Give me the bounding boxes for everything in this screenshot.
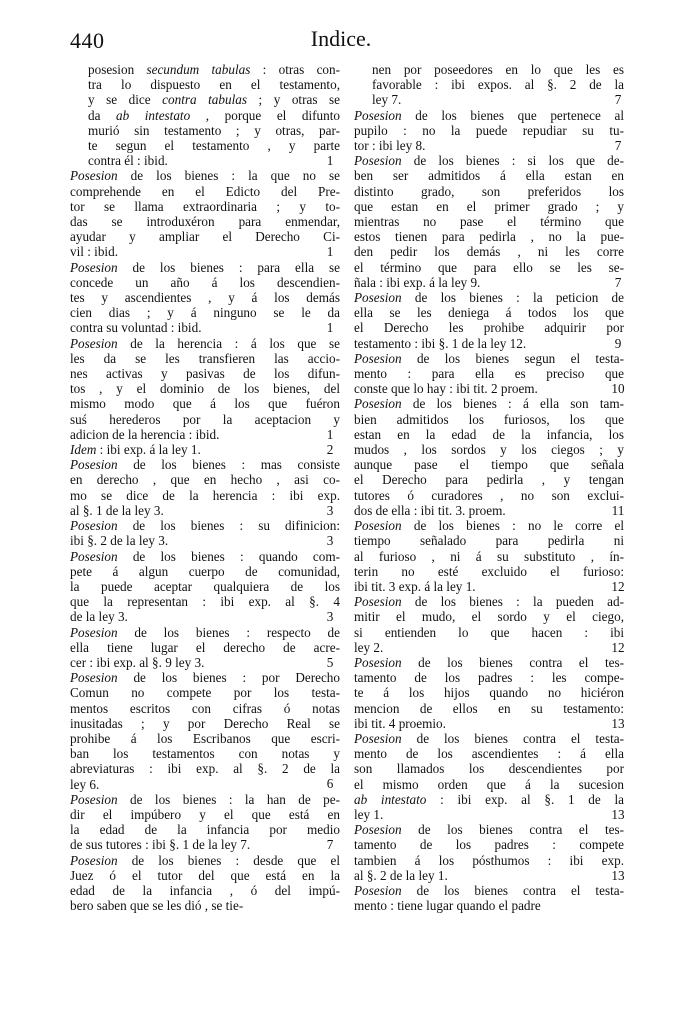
page-reference-number: 13 [611, 715, 625, 731]
entry-line: Posesion de los bienes : para ella se [70, 259, 340, 275]
entry-line: ibi §. 2 de la ley 3. [70, 533, 169, 549]
entry-line: Idem : ibi exp. á la ley 1. [70, 442, 201, 458]
entry-line: mo se dice de la herencia : ibi exp. [70, 487, 340, 503]
entry-line: favorable : ibi expos. al §. 2 de la [372, 77, 624, 93]
index-entry [70, 792, 340, 853]
entry-line: al §. 2 de la ley 1. [354, 867, 448, 883]
entry-line: mento de los ascendientes : á ella [354, 746, 624, 762]
page-reference-number: 7 [614, 138, 622, 153]
entry-line: contra su voluntad : ibid. [70, 320, 202, 336]
entry-line: aunque pase el tiempo que señala [354, 457, 624, 473]
entry-line: mentos escritos con cifras ó notas [70, 700, 340, 716]
index-entry [354, 290, 624, 351]
entry-line: Posesion de los bienes : la pueden ad- [354, 594, 624, 610]
entry-line: Posesion de los bienes : á ella son tam- [354, 396, 624, 412]
entry-line: mudos , los sordos y los ciegos ; y [354, 442, 624, 458]
entry-line: ley 1. [354, 806, 384, 822]
entry-line: si entienden lo que hacen : ibi [354, 624, 624, 640]
entry-line: dir el impúbero y el que está en [70, 806, 340, 822]
entry-line: son llamados los descendientes por [354, 761, 624, 777]
entry-line: das se introduxéron para enmendar, [70, 214, 340, 230]
page-number: 440 [70, 28, 105, 53]
entry-line: Posesion de los bienes : por Derecho [70, 670, 340, 686]
entry-line: ayudar y ampliar el Derecho Ci- [70, 229, 340, 245]
index-entry [354, 153, 624, 290]
entry-line: posesion secundum tabulas : otras con- [88, 62, 341, 77]
entry-line: abreviaturas : ibi exp. al §. 2 de la [70, 761, 340, 777]
index-entry [354, 396, 624, 518]
page-reference-number: 3 [326, 609, 334, 625]
entry-line: suś herederos por la aceptacion y [70, 411, 340, 427]
entry-line: ab intestato : ibi exp. al §. 1 de la [354, 791, 624, 807]
entry-line: vil : ibid. [70, 244, 118, 260]
entry-line: al §. 1 de la ley 3. [70, 502, 164, 518]
entry-line: distinto grado, son preferidos los [354, 183, 624, 199]
running-head: Indice. [310, 26, 372, 51]
entry-line: pupilo : no la puede repudiar su tu- [354, 122, 624, 138]
entry-line: en derecho , que en hecho , asi co- [70, 472, 340, 488]
page-reference-number: 9 [614, 335, 622, 351]
index-entry [70, 853, 340, 914]
entry-line: Posesion de los bienes que pertenece al [354, 107, 624, 123]
entry-line: contra él : ibid. [88, 153, 168, 169]
entry-line: ley 7. [372, 92, 402, 108]
entry-line: cer : ibi exp. al §. 9 ley 3. [70, 654, 205, 670]
entry-line: concede un año á los descendien- [70, 274, 340, 290]
index-entry [70, 670, 340, 792]
entry-line: mientras no pase el término que [354, 214, 624, 230]
entry-line: cien dias ; y á ninguno se le da [70, 305, 340, 321]
entry-line: Posesion de los bienes : respecto de [70, 624, 340, 640]
entry-line: bien admitidos los furiosos, los que [354, 411, 624, 427]
entry-line: adicion de la herencia : ibid. [70, 426, 220, 442]
entry-line: Posesion de los bienes : mas consiste [70, 457, 340, 473]
entry-line: ibi tit. 4 proemio. [354, 715, 446, 731]
index-entry [354, 594, 624, 655]
index-entry [70, 457, 340, 518]
page-reference-number: 1 [326, 320, 334, 336]
entry-line: les da se les transfieren las accio- [70, 350, 340, 366]
right-column [354, 62, 624, 913]
entry-line: Posesion de los bienes : la que no se [70, 168, 340, 184]
entry-line: Posesion de los bienes : la han de pe- [70, 791, 340, 807]
left-column [70, 62, 340, 913]
entry-line: murió sin testamento ; y otras, par- [88, 122, 340, 138]
page-reference-number: 3 [326, 502, 334, 518]
entry-line: tos , y el dominio de los bienes, del [70, 381, 340, 397]
page-reference-number: 1 [326, 244, 334, 260]
index-entry [70, 549, 340, 625]
page-reference-number: 12 [611, 578, 625, 594]
entry-line: de la ley 3. [70, 609, 128, 625]
page-reference-number: 5 [326, 654, 334, 670]
entry-line: mento : para ella es preciso que [354, 366, 624, 382]
entry-line: Posesion de los bienes contra el tes- [354, 654, 624, 670]
entry-line: tambien á los pósthumos : ibi exp. [354, 852, 624, 868]
entry-line: ban los testamentos con notas y [70, 746, 340, 762]
entry-line: Posesion de los bienes : si los que de- [354, 153, 624, 169]
entry-line: tor se llama extraordinaria ; y to- [70, 198, 340, 214]
page-reference-number: 6 [326, 776, 334, 792]
index-entry [354, 731, 624, 822]
entry-line: tutores ó curadores , no son exclui- [354, 487, 624, 503]
entry-line: el mismo orden que á la sucesion [354, 776, 624, 792]
entry-line: mismo modo que á los que fuéron [70, 396, 340, 412]
entry-line: tamento de los padres : les compe- [354, 670, 624, 686]
entry-line: estan en la edad de la infancia, los [354, 426, 624, 442]
page-reference-number: 2 [326, 442, 334, 457]
entry-line: mento : tiene lugar quando el padre [354, 898, 541, 914]
page-reference-number: 7 [614, 92, 622, 108]
entry-line: bero saben que se les dió , se tie- [70, 898, 244, 914]
entry-line: Posesion de los bienes segun el testa- [354, 350, 624, 366]
entry-line: pete á algun cuerpo de comunidad, [70, 563, 340, 579]
entry-line: ley 6. [70, 776, 100, 792]
index-entry [70, 625, 340, 671]
index-entry [354, 822, 624, 883]
index-entry [70, 260, 340, 336]
entry-line: que estan en el primer grado ; y [354, 198, 624, 214]
page-reference-number: 11 [611, 502, 625, 518]
entry-line: Posesion de los bienes contra el testa- [354, 730, 624, 746]
entry-line: prohibe á los Escribanos que escri- [70, 730, 340, 746]
entry-line: testamento : ibi §. 1 de la ley 12. [354, 335, 527, 351]
index-entry [70, 336, 340, 442]
entry-line: Comun no compete por los testa- [70, 685, 340, 701]
entry-line: tes y ascendientes , y á los demás [70, 290, 340, 306]
entry-line: ella se les deniega á todos los que [354, 305, 624, 321]
entry-line: tiempo señalado para pedirla ni [354, 533, 624, 549]
entry-line: Posesion de los bienes : no le corre el [354, 518, 624, 534]
entry-line: da ab intestato , porque el difunto [88, 107, 340, 123]
entry-line: la puede aceptar qualquiera de los [70, 578, 340, 594]
entry-line: te á los hijos quando no hiciéron [354, 685, 624, 701]
entry-line: tor : ibi ley 8. [354, 138, 426, 154]
entry-line: te segun el testamento , y parte [88, 138, 340, 154]
index-entry [70, 518, 340, 548]
entry-line: la edad de la infancia por medio [70, 822, 340, 838]
entry-line: Posesion de los bienes contra el tes- [354, 822, 624, 838]
entry-line: ibi tit. 3 exp. á la ley 1. [354, 578, 476, 594]
page-reference-number: 1 [326, 426, 334, 442]
index-entry [354, 518, 624, 594]
entry-line: Posesion de los bienes : su difinicion: [70, 518, 340, 534]
entry-line: el Derecho les prohibe adquirir por [354, 320, 624, 336]
entry-line: de sus tutores : ibi §. 1 de la ley 7. [70, 837, 251, 853]
entry-line: dos de ella : ibi tit. 3. proem. [354, 502, 506, 518]
entry-line: al furioso , ni á su substituto , ín- [354, 548, 624, 564]
entry-line: ben ser admitidos á ella estan en [354, 168, 624, 184]
entry-line: Posesion de los bienes : la peticion de [354, 290, 624, 306]
entry-line: inusitadas ; y por Derecho Real se [70, 715, 340, 731]
entry-line: que la representan : ibi exp. al §. 4 [70, 594, 340, 610]
index-entry [354, 108, 624, 154]
entry-line: comprehende en el Edicto del Pre- [70, 183, 340, 199]
page-reference-number: 7 [326, 837, 334, 853]
page-reference-number: 13 [611, 867, 625, 883]
entry-line: edad de la infancia , ó del impú- [70, 882, 340, 898]
index-entry [70, 62, 340, 168]
page-reference-number: 10 [611, 381, 625, 397]
index-entry [70, 168, 340, 259]
entry-line: ñala : ibi exp. á la ley 9. [354, 274, 481, 290]
index-entry [354, 62, 624, 108]
entry-line: tra lo dispuesto en el testamento, [88, 77, 340, 93]
index-entry [70, 442, 340, 457]
entry-line: ella tiene lugar el derecho de acre- [70, 639, 340, 655]
entry-line: el Derecho para pedirla , y tengan [354, 472, 624, 488]
entry-line: den pedir los demás , ni les corre [354, 244, 624, 260]
entry-line: mencion de ellos en su testamento: [354, 700, 624, 716]
page-reference-number: 3 [326, 533, 334, 549]
index-entry [354, 351, 624, 397]
entry-line: estos tienen para pedirla , no la pue- [354, 229, 624, 245]
page-reference-number: 1 [326, 153, 334, 169]
entry-line: Posesion de los bienes contra el testa- [354, 882, 624, 898]
entry-line: Juez ó el tutor del que está en la [70, 867, 340, 883]
entry-line: mitir el mudo, el sordo y el ciego, [354, 609, 624, 625]
page-reference-number: 12 [611, 639, 625, 655]
entry-line: Posesion de los bienes : quando com- [70, 548, 340, 564]
entry-line: Posesion de los bienes : desde que el [70, 852, 340, 868]
entry-line: Posesion de la herencia : á los que se [70, 335, 340, 351]
entry-line: tamento de los padres : compete [354, 837, 624, 853]
index-entry [354, 655, 624, 731]
index-entry [354, 883, 624, 913]
entry-line: ley 2. [354, 639, 384, 655]
page-reference-number: 7 [614, 274, 622, 290]
entry-line: el término que para ello se les se- [354, 259, 624, 275]
entry-line: conste que lo hay : ibi tit. 2 proem. [354, 381, 538, 397]
entry-line: y se dice contra tabulas ; y otras se [88, 92, 340, 108]
page-reference-number: 13 [611, 806, 625, 822]
entry-line: nes activas y pasivas de los difun- [70, 366, 340, 382]
entry-line: nen por poseedores en lo que les es [372, 62, 624, 77]
entry-line: terin no esté excluido el furioso: [354, 563, 624, 579]
